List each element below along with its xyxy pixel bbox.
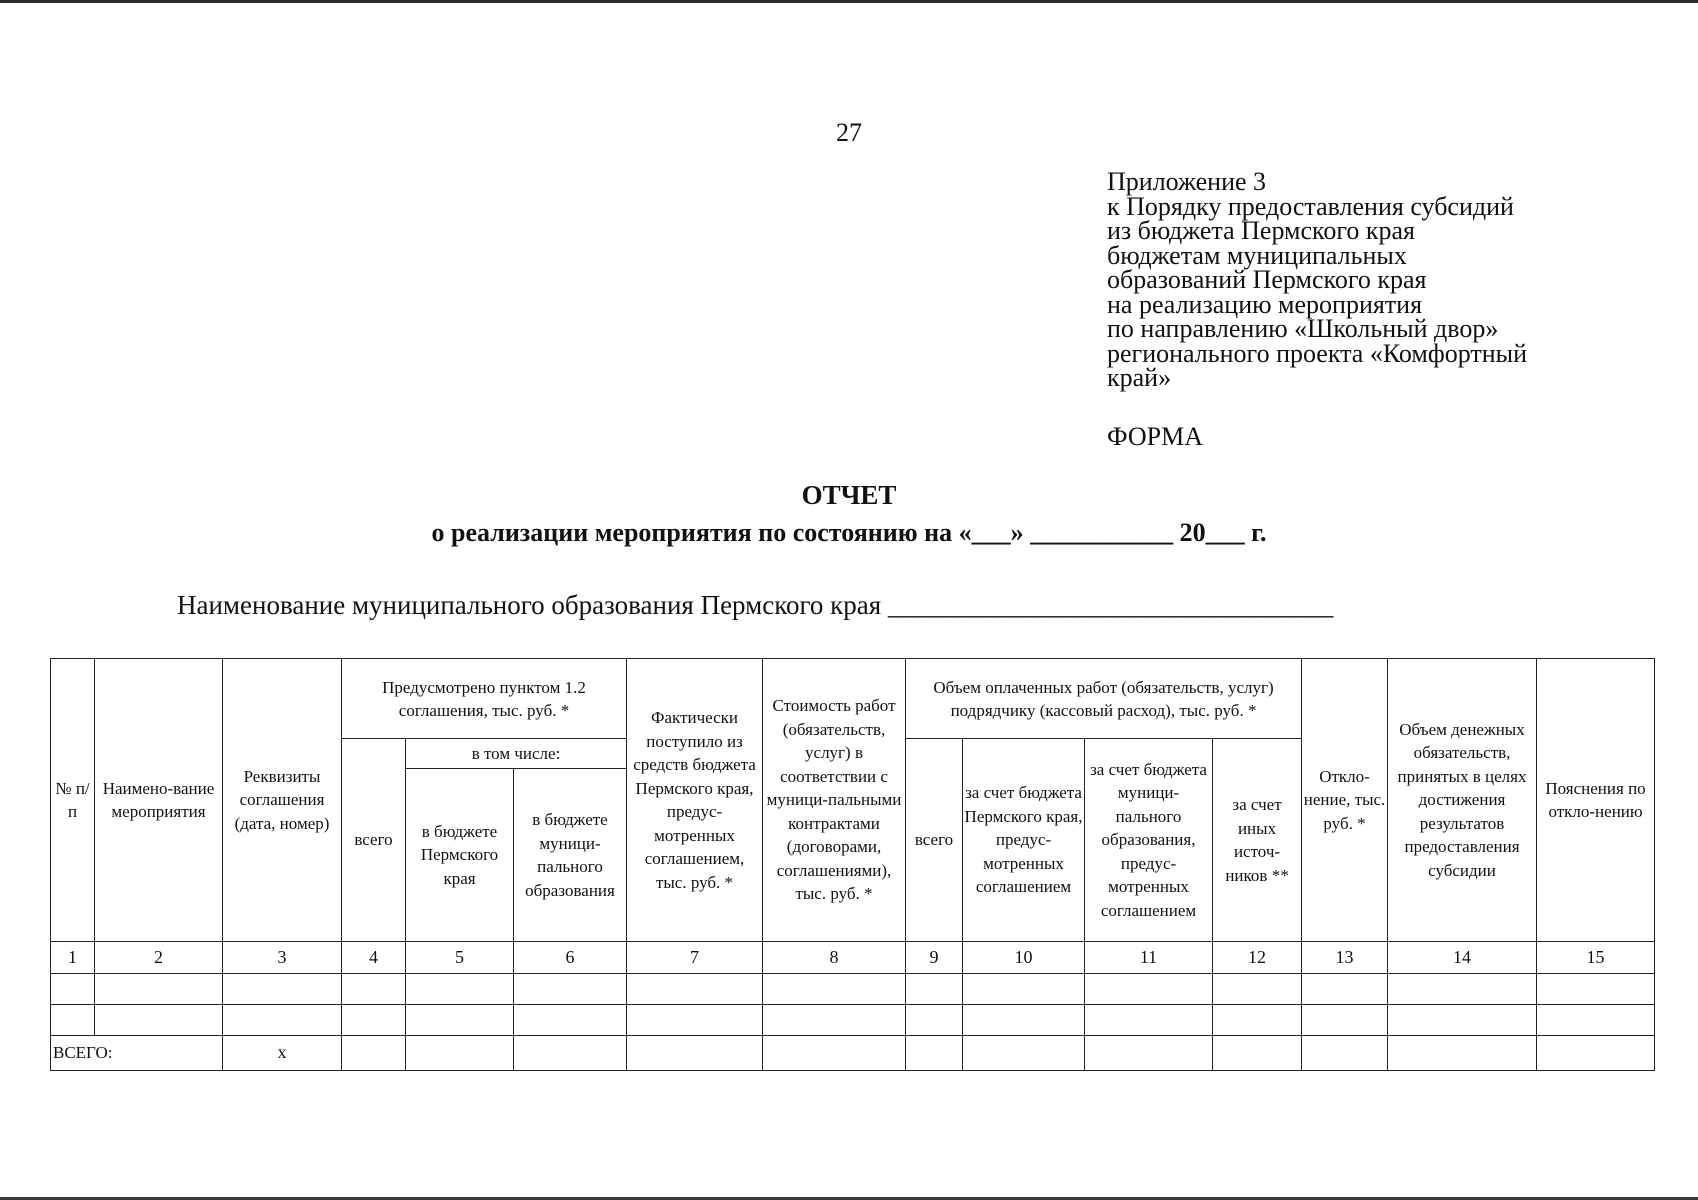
- table-cell: [963, 1036, 1085, 1071]
- header-deviation-notes: Пояснения по откло-нению: [1537, 659, 1655, 942]
- appendix-line: край»: [1107, 363, 1172, 392]
- table-cell: [906, 1036, 963, 1071]
- column-number: 6: [514, 942, 627, 974]
- table-cell: [906, 974, 963, 1005]
- table-cell: [1085, 1036, 1213, 1071]
- table-cell: [342, 1036, 406, 1071]
- table-cell: [223, 974, 342, 1005]
- header-contract-cost: Стоимость работ (обязательств, услуг) в соответствии с муници-пальными контрактами (договорами, соглашениями), тыс. руб. *: [763, 659, 906, 942]
- header-provided-regional: в бюджете Пермского края: [406, 769, 514, 942]
- municipality-label: Наименование муниципального образования Пермского края _________________________________: [177, 590, 1334, 620]
- column-number: 3: [223, 942, 342, 974]
- table-cell: [514, 974, 627, 1005]
- table-cell: [1213, 1036, 1302, 1071]
- total-agreement-cell: x: [223, 1036, 342, 1071]
- table-cell: [763, 1036, 906, 1071]
- table-cell: [342, 1005, 406, 1036]
- table-cell: [1302, 974, 1388, 1005]
- report-title: ОТЧЕТ: [801, 480, 897, 510]
- appendix-line: к Порядку предоставления субсидий: [1107, 191, 1514, 221]
- header-actually-received: Фактически поступило из средств бюджета Пермского края, предус-мотренных соглашением, тыс. руб. *: [627, 659, 763, 942]
- column-number: 2: [95, 942, 223, 974]
- table-row: [51, 1005, 1655, 1036]
- table-cell: [514, 1005, 627, 1036]
- total-row: [51, 1036, 1655, 1071]
- appendix-line: образований Пермского края: [1107, 265, 1427, 294]
- table-cell: [1537, 974, 1655, 1005]
- table-cell: [95, 1005, 223, 1036]
- table-cell: [342, 974, 406, 1005]
- column-number: 10: [963, 942, 1085, 974]
- table-cell: [963, 974, 1085, 1005]
- table-row: [51, 974, 1655, 1005]
- table-cell: [1213, 1005, 1302, 1036]
- report-table: [50, 658, 1655, 1071]
- header-paid-group: Объем оплаченных работ (обязательств, услуг) подрядчику (кассовый расход), тыс. руб. *: [906, 659, 1302, 739]
- table-cell: [763, 1005, 906, 1036]
- table-cell: [627, 974, 763, 1005]
- header-obligations: Объем денежных обязательств, принятых в целях достижения результатов предоставления субсидии: [1388, 659, 1537, 942]
- page-number: 27: [836, 118, 862, 147]
- table-cell: [51, 1005, 95, 1036]
- table-cell: [963, 1005, 1085, 1036]
- appendix-line: регионального проекта «Комфортный: [1107, 338, 1528, 368]
- column-number: 1: [51, 942, 95, 974]
- table-cell: [223, 1005, 342, 1036]
- table-cell: [1388, 1005, 1537, 1036]
- table-cell: [1302, 1005, 1388, 1036]
- table-cell: [51, 974, 95, 1005]
- appendix-line: бюджетам муниципальных: [1107, 240, 1407, 270]
- table-cell: [1085, 1005, 1213, 1036]
- header-including: в том числе:: [406, 739, 627, 769]
- appendix-line: из бюджета Пермского края: [1107, 216, 1416, 245]
- form-label: ФОРМА: [1107, 422, 1203, 451]
- header-paid-regional: за счет бюджета Пермского края, предус-мотренных соглашением: [963, 739, 1085, 942]
- table-cell: [1085, 974, 1213, 1005]
- table-cell: [627, 1036, 763, 1071]
- header-paid-total: всего: [906, 739, 963, 942]
- table-cell: [406, 1036, 514, 1071]
- column-number: 15: [1537, 942, 1655, 974]
- table-cell: [1537, 1005, 1655, 1036]
- table-cell: [1388, 1036, 1537, 1071]
- report-subtitle: о реализации мероприятия по состоянию на «___» ___________ 20___ г.: [431, 518, 1267, 547]
- table-cell: [514, 1036, 627, 1071]
- header-provided-group: Предусмотрено пунктом 1.2 соглашения, тыс. руб. *: [342, 659, 627, 739]
- column-number: 12: [1213, 942, 1302, 974]
- column-number: 14: [1388, 942, 1537, 974]
- appendix-line: на реализацию мероприятия: [1107, 289, 1423, 319]
- appendix-line: по направлению «Школьный двор»: [1107, 314, 1499, 343]
- header-paid-municipal: за счет бюджета муници-пального образования, предус-мотренных соглашением: [1085, 739, 1213, 942]
- header-provided-municipal: в бюджете муници-пального образования: [514, 769, 627, 942]
- table-cell: [406, 1005, 514, 1036]
- appendix-line: Приложение 3: [1107, 167, 1267, 196]
- table-cell: [406, 974, 514, 1005]
- header-provided-total: всего: [342, 739, 406, 942]
- column-number: 5: [406, 942, 514, 974]
- header-agreement-details: Реквизиты соглашения (дата, номер): [223, 659, 342, 942]
- column-number: 11: [1085, 942, 1213, 974]
- table-cell: [95, 974, 223, 1005]
- table-cell: [1388, 974, 1537, 1005]
- total-label: ВСЕГО:: [51, 1036, 223, 1071]
- header-event-name: Наимено-вание мероприятия: [95, 659, 223, 942]
- column-number-row: [51, 942, 1655, 974]
- appendix-block: [1107, 167, 1667, 392]
- column-number: 4: [342, 942, 406, 974]
- column-number: 7: [627, 942, 763, 974]
- column-number: 9: [906, 942, 963, 974]
- header-row-number: № п/п: [51, 659, 95, 942]
- header-paid-other: за счет иных источ-ников **: [1213, 739, 1302, 942]
- table-cell: [763, 974, 906, 1005]
- column-number: 8: [763, 942, 906, 974]
- table-cell: [1537, 1036, 1655, 1071]
- column-number: 13: [1302, 942, 1388, 974]
- table-cell: [1302, 1036, 1388, 1071]
- table-cell: [627, 1005, 763, 1036]
- scan-edge-top: [0, 0, 1698, 3]
- table-cell: [906, 1005, 963, 1036]
- table-cell: [1213, 974, 1302, 1005]
- header-deviation: Откло-нение, тыс. руб. *: [1302, 659, 1388, 942]
